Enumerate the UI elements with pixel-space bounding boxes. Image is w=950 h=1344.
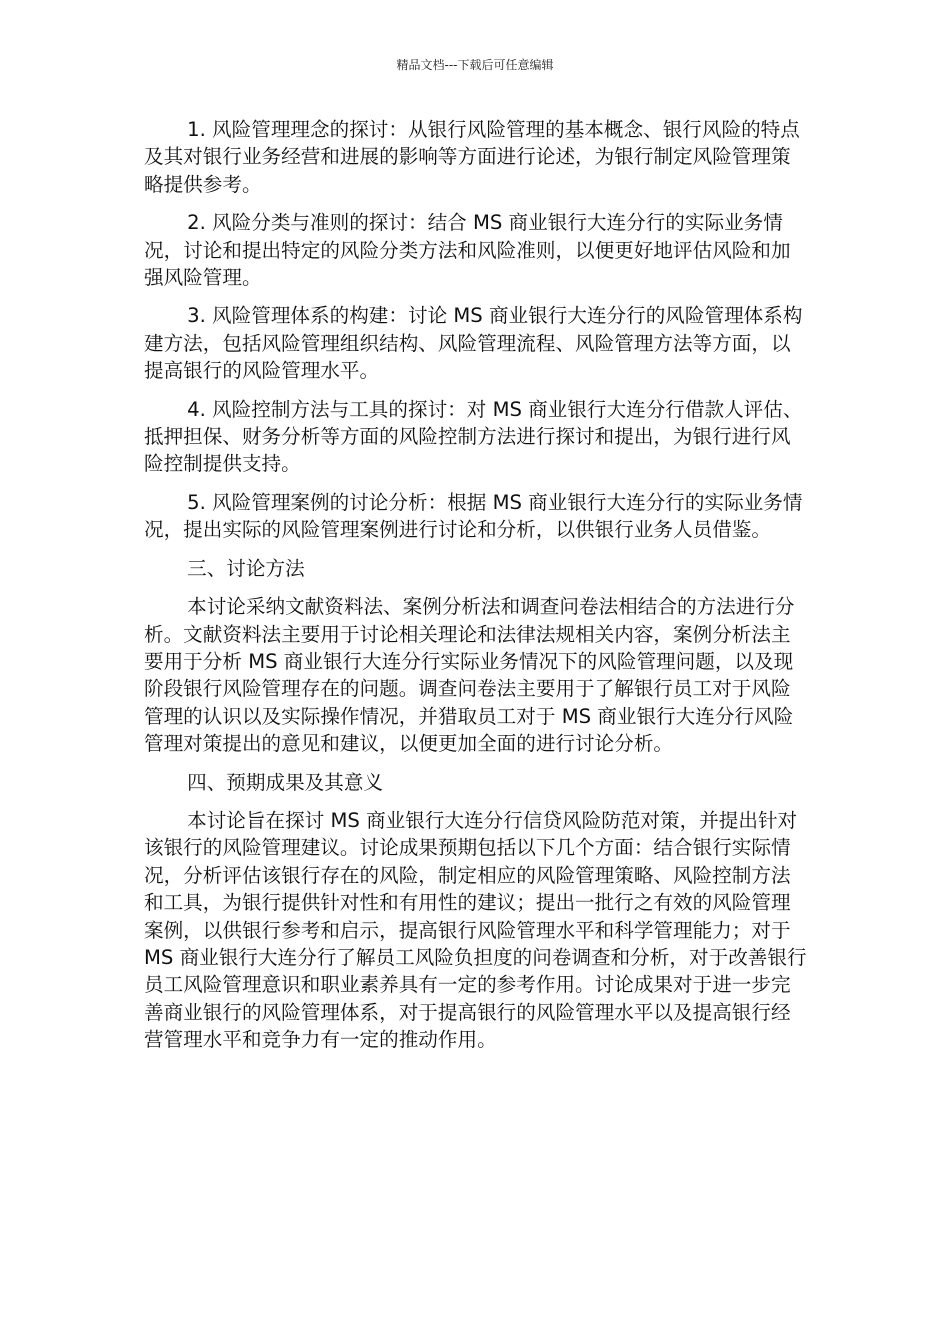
document-body — [144, 116, 809, 1065]
list-item-risk-system: 3. 风险管理体系的构建：讨论 MS 商业银行大连分行的风险管理体系构建方法，包括风险管理组织结构、风险管理流程、风险管理方法等方面，以提高银行的风险管理水平。 — [144, 304, 803, 383]
section-heading-expected-results: 四、预期成果及其意义 — [187, 770, 384, 794]
list-item-risk-control: 4. 风险控制方法与工具的探讨：对 MS 商业银行大连分行借款人评估、抵押担保、财务分析等方面的风险控制方法进行探讨和提出，为银行进行风险控制提供支持。 — [144, 397, 803, 476]
section-heading-methods: 三、讨论方法 — [187, 556, 305, 580]
paragraph-expected-results: 本讨论旨在探讨 MS 商业银行大连分行信贷风险防范对策，并提出针对该银行的风险管理建议。讨论成果预期包括以下几个方面：结合银行实际情况，分析评估该银行存在的风险，制定相应的风险管理策略、风险控制方法和工具，为银行提供针对性和有用性的建议；提出一批行之有效的风险管理案例，以供银行参考和启示，提高银行风险管理水平和科学管理能力；对于 MS 商业银行大连分行了解员工风险负担度的问卷调查和分析，对于改善银行员工风险管理意识和职业素养具有一定的参考作用。讨论成果对于进一步完善商业银行的风险管理体系，对于提高银行的风险管理水平以及提高银行经营管理水平和竞争力有一定的推动作用。 — [144, 808, 807, 1052]
list-item-risk-classification: 2. 风险分类与准则的探讨：结合 MS 商业银行大连分行的实际业务情况，讨论和提出特定的风险分类方法和风险准则，以便更好地评估风险和加强风险管理。 — [144, 211, 791, 290]
list-item-risk-philosophy: 1. 风险管理理念的探讨：从银行风险管理的基本概念、银行风险的特点及其对银行业务经营和进展的影响等方面进行论述，为银行制定风险管理策略提供参考。 — [144, 118, 800, 196]
paragraph-methods: 本讨论采纳文献资料法、案例分析法和调查问卷法相结合的方法进行分析。文献资料法主要用于讨论相关理论和法律法规相关内容，案例分析法主要用于分析 MS 商业银行大连分行实际业务情况下的风险管理问题，以及现阶段银行风险管理存在的问题。调查问卷法主要用于了解银行员工对于风险管理的认识以及实际操作情况，并猎取员工对于 MS 商业银行大连分行风险管理对策提出的意见和建议，以便更加全面的进行讨论分析。 — [144, 595, 795, 756]
page-header: 精品文档---下载后可任意编辑 — [396, 58, 554, 72]
list-item-risk-cases: 5. 风险管理案例的讨论分析：根据 MS 商业银行大连分行的实际业务情况，提出实际的风险管理案例进行讨论和分析，以供银行业务人员借鉴。 — [144, 490, 803, 542]
